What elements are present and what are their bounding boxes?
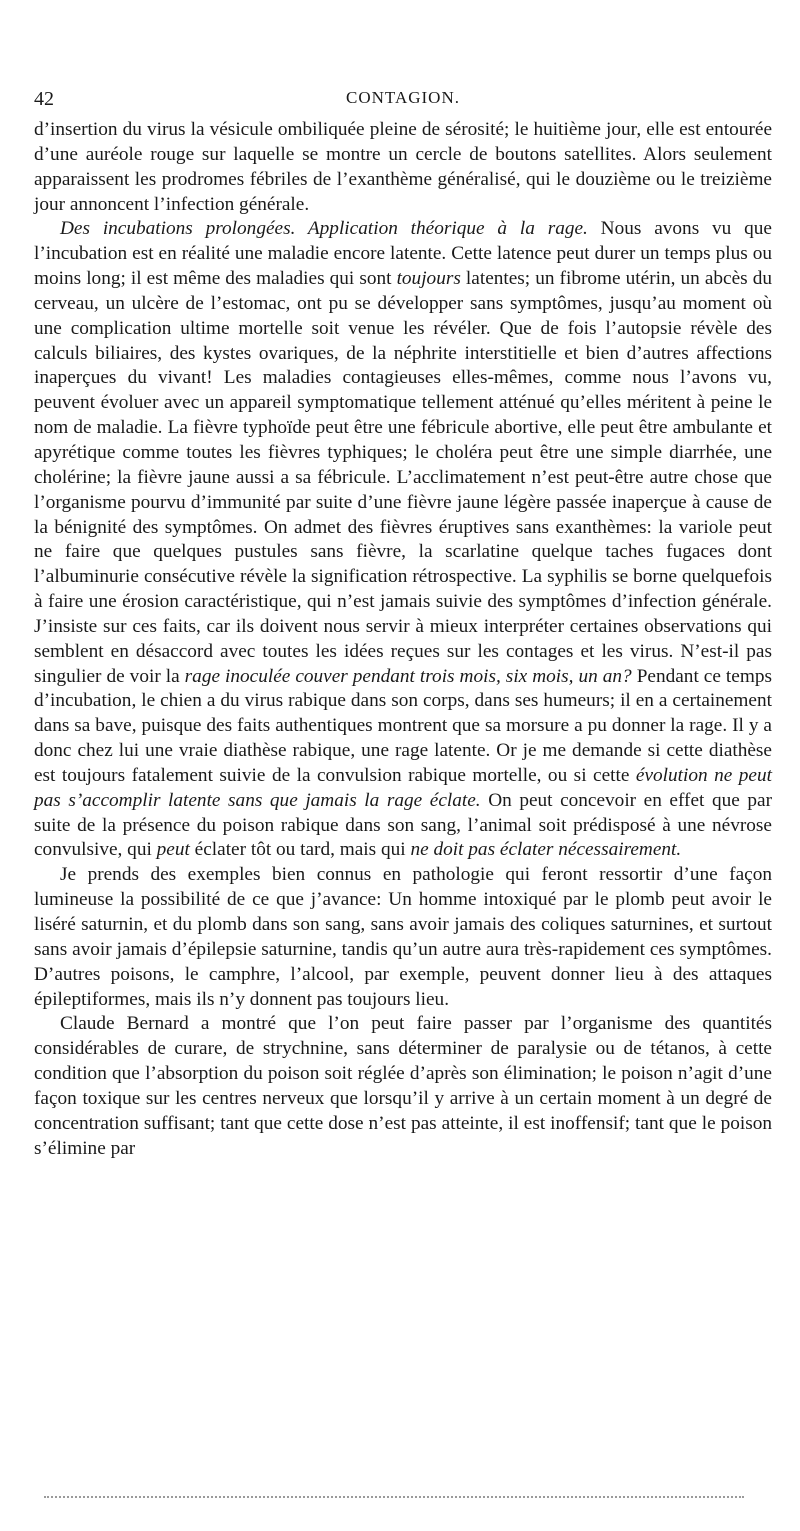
italic-text-segment: Des incubations prolongées. Application théorique à la rage.	[60, 218, 588, 240]
italic-text-segment: rage inoculée couver pendant trois mois, six mois, un an?	[184, 665, 632, 687]
text-segment: Claude Bernard a montré que l’on peut faire passer par l’organisme des quantités considérables de curare, de strychnine, sans déterminer de paralysie ou de tétanos, à cette condition que l’absorption du poison soit réglée d’après son élimination; le poison n’agit d’une façon toxique sur les centres nerveux que lorsqu’il y arrive à un certain moment à un degré de concentration suffisant; tant que cette dose n’est pas atteinte, il est inoffensif; tant que le poison s’élimine par	[34, 1013, 772, 1159]
book-page	[34, 88, 772, 1161]
footer-dotted-rule	[44, 1496, 744, 1498]
page-header	[34, 88, 772, 114]
text-segment: d’insertion du virus la vésicule ombiliquée pleine de sérosité; le huitième jour, elle est entourée d’une auréole rouge sur laquelle se montre un cercle de boutons satellites. Alors seulement apparaissent les prodromes fébriles de l’exanthème généralisé, qui le douzième ou le treizième jour annoncent l’infection générale.	[34, 119, 772, 215]
paragraph	[34, 118, 772, 217]
italic-text-segment: ne doit pas éclater nécessairement.	[410, 839, 682, 861]
body-text	[34, 118, 772, 1161]
text-segment: On peut concevoir en effet que par suite de la présence du poison rabique dans son sang, l’animal soit prédisposé à une névrose convulsive, qui	[34, 789, 772, 861]
italic-text-segment: évolution ne peut pas s’accomplir latente sans que jamais la rage éclate.	[34, 764, 772, 811]
page-number: 42	[34, 88, 54, 110]
text-segment: latentes; un fibrome utérin, un abcès du cerveau, un ulcère de l’estomac, ont pu se développer sans symptômes, jusqu’au moment où une complication ultime mortelle soit venue les révéler. Que de fois l’autopsie révèle des calculs biliaires, des kystes ovariques, de la néphrite interstitielle et bien d’autres affections inaperçues du vivant! Les maladies contagieuses elles-mêmes, comme nous l’avons vu, peuvent évoluer avec un appareil symptomatique tellement atténué qu’elles méritent à peine le nom de maladie. La fièvre typhoïde peut être une fébricule abortive, elle peut être ambulante et apyrétique comme toutes les fièvres typhiques; le choléra peut être une simple diarrhée, une cholérine; la fièvre jaune aussi a sa fébricule. L’acclimatement n’est peut-être autre chose que l’organisme pourvu d’immunité par suite d’une fièvre jaune légère passée inaperçue à cause de la bénignité des symptômes. On admet des fièvres éruptives sans exanthèmes: la variole peut ne faire que quelques pustules sans fièvre, la scarlatine quelque taches fugaces dont l’albuminurie consécutive révèle la signification rétrospective. La syphilis se borne quelquefois à faire une érosion caractéristique, qui n’est jamais suivie des symptômes d’infection générale. J’insiste sur ces faits, car ils doivent nous servir à mieux interpréter certaines observations qui semblent en désaccord avec toutes les idées reçues sur les contages et les virus. N’est-il pas singulier de voir la	[34, 268, 772, 687]
running-title: CONTAGION.	[346, 88, 460, 107]
text-segment: Pendant ce temps d’incubation, le chien a du virus rabique dans son corps, dans ses humeurs; il en a certainement dans sa bave, puisque des faits authentiques montrent que sa morsure a pu donner la rage. Il y a donc chez lui une vraie diathèse rabique, une rage latente. Or je me demande si cette diathèse est toujours fatalement suivie de la convulsion rabique mortelle, ou si cette	[34, 665, 772, 786]
italic-text-segment: peut	[156, 839, 190, 861]
text-segment: Nous avons vu que l’incubation est en réalité une maladie encore latente. Cette latence peut durer un temps plus ou moins long; il est même des maladies qui sont	[34, 218, 772, 290]
paragraph	[34, 217, 772, 863]
paragraph	[34, 1012, 772, 1161]
paragraph	[34, 863, 772, 1012]
text-segment: éclater tôt ou tard, mais qui	[189, 839, 411, 861]
italic-text-segment: toujours	[396, 268, 461, 290]
text-segment: Je prends des exemples bien connus en pathologie qui feront ressortir d’une façon lumineuse la possibilité de ce que j’avance: Un homme intoxiqué par le plomb peut avoir le liséré saturnin, et du plomb dans son sang, sans avoir jamais des coliques saturnines, et surtout sans avoir jamais d’épilepsie saturnine, tandis qu’un autre aura très-rapidement ces symptômes. D’autres poisons, le camphre, l’alcool, par exemple, peuvent donner lieu à des attaques épileptiformes, mais ils n’y donnent pas toujours lieu.	[34, 864, 772, 1010]
